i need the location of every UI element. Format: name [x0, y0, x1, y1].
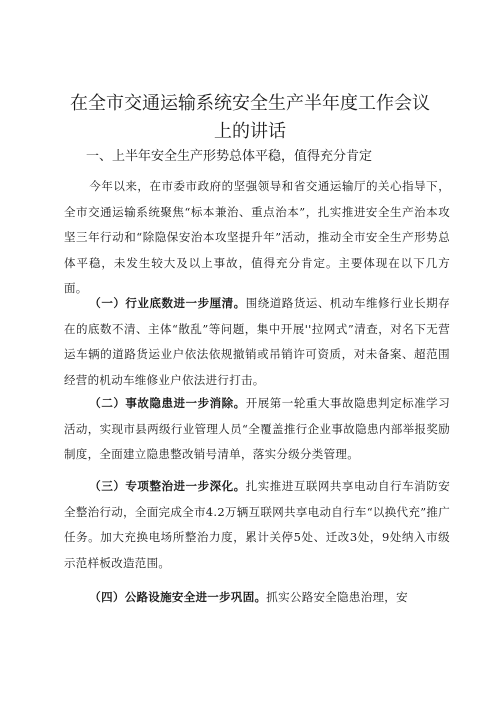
title-line-2: 上的讲话 [214, 121, 286, 142]
item-1-lead: （一）行业底数进一步厘清。 [89, 296, 246, 310]
item-1-text: 围绕道路货运、机动车维修行业长期存在的底数不清、主体“散乱”等问题，集中开展''拉网式”清查，对名下无营运车辆的道路货运业户依法依规撤销或吊销许可资质，对未备案、超范围经营的机动车维修业户依法进行打击。 [64, 296, 450, 387]
item-4-text: 抓实公路安全隐患治理，安 [266, 590, 408, 604]
section-1-heading: 一、上半年安全生产形势总体平稳，值得充分肯定 [86, 149, 373, 164]
item-4-lead: （四）公路设施安全进一步巩固。 [89, 590, 267, 604]
item-2-paragraph [64, 391, 450, 468]
item-2-lead: （二）事故隐患进一步消除。 [89, 396, 246, 410]
intro-paragraph: 今年以来，在市委市政府的坚强领导和省交通运输厅的关心指导下，全市交通运输系统聚焦“标本兼治、重点治本”，扎实推进安全生产治本攻坚三年行动和“除隐保安治本攻坚提升年”活动，推动全市安全生产形势总体平稳，未发生较大及以上事故，值得充分肯定。主要体现在以下几方面。 [64, 179, 450, 295]
speech-title [40, 90, 460, 146]
item-3-text: 扎实推进互联网共享电动自行车消防安全整治行动，全面完成全市4.2万辆互联网共享电动自行车“以换代充”推广任务。加大充换电场所整治力度，累计关停5处、迁改3处，9处纳入市级示范样板改造范围。 [64, 479, 450, 570]
item-3-lead: （三）专项整治进一步深化。 [89, 479, 246, 493]
item-4-paragraph [64, 585, 450, 611]
item-1-paragraph [64, 291, 450, 393]
item-3-paragraph [64, 474, 450, 576]
title-line-1: 在全市交通运输系统安全生产半年度工作会议 [70, 93, 430, 114]
item-2-text: 开展第一轮重大事故隐患判定标准学习活动，实现市县两级行业管理人员“全覆盖推行企业事故隐患内部举报奖励制度，全面建立隐患整改销号清单，落实分级分类管理。 [64, 396, 450, 461]
